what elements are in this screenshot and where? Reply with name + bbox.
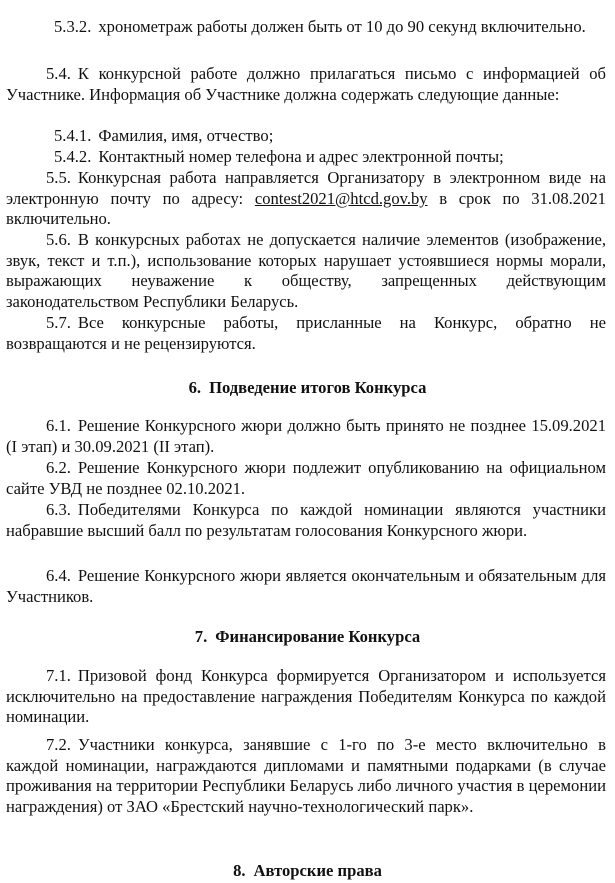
clause-5-3-2 — [6, 17, 606, 38]
section-heading-6 — [0, 378, 615, 398]
clause-number: 5.4.1. — [54, 126, 92, 145]
section-heading-7 — [0, 627, 615, 647]
clause-5-4-1 — [6, 126, 606, 147]
section-number: 7. — [194, 627, 208, 646]
clause-text: Решение Конкурсного жюри должно быть принято не позднее 15.09.2021 (I этап) и 30.09.2021 (II этап). — [6, 416, 606, 456]
clause-5-7 — [6, 313, 606, 354]
clause-number: 5.6. — [46, 230, 71, 249]
clause-text: Решение Конкурсного жюри является окончательным и обязательным для Участников. — [6, 566, 606, 606]
clause-text: хронометраж работы должен быть от 10 до 90 секунд включительно. — [98, 17, 586, 36]
clause-text: Победителями Конкурса по каждой номинации являются участники набравшие высший балл по результатам голосования Конкурсного жюри. — [6, 500, 606, 540]
clause-text: Фамилия, имя, отчество; — [98, 126, 274, 145]
email-link[interactable]: contest2021@htcd.gov.by — [254, 188, 428, 208]
clause-text: В конкурсных работах не допускается наличие элементов (изображение, звук, текст и т.п.), использование которых нарушает устоявшиеся нормы морали, выражающих неуважение к обществу, запрещенных действующим законодательством Республики Беларусь. — [6, 230, 606, 312]
section-title: Авторские права — [253, 861, 382, 880]
clause-number: 5.3.2. — [54, 17, 92, 36]
clause-number: 7.1. — [46, 666, 71, 685]
clause-number: 5.4. — [46, 64, 71, 83]
clause-number: 6.4. — [46, 566, 71, 585]
clause-text: Конкурсная работа направляется Организатору в электронном виде на электронную почту по адресу: — [6, 168, 606, 208]
clause-text: Все конкурсные работы, присланные на Конкурс, обратно не возвращаются и не рецензируются. — [6, 313, 606, 353]
section-number: 8. — [233, 861, 246, 880]
clause-7-1 — [6, 666, 606, 728]
clause-7-2 — [6, 735, 606, 818]
clause-5-5 — [6, 168, 606, 230]
clause-text: Решение Конкурсного жюри подлежит опубликованию на официальном сайте УВД не позднее 02.10.2021. — [6, 458, 606, 498]
clause-5-4 — [6, 64, 606, 105]
clause-5-6 — [6, 230, 606, 313]
clause-number: 6.3. — [46, 500, 71, 519]
clause-6-4 — [6, 566, 606, 607]
clause-text: Призовой фонд Конкурса формируется Организатором и используется исключительно на предоставление награждения Победителям Конкурса по каждой номинации. — [6, 666, 606, 727]
clause-6-3 — [6, 500, 606, 541]
clause-text: Контактный номер телефона и адрес электронной почты; — [98, 147, 504, 166]
clause-6-1 — [6, 416, 606, 457]
section-number: 6. — [188, 378, 202, 397]
section-heading-8 — [0, 861, 615, 881]
clause-number: 5.5. — [46, 168, 71, 187]
clause-6-2 — [6, 458, 606, 499]
clause-number: 6.1. — [46, 416, 71, 435]
clause-number: 6.2. — [46, 458, 71, 477]
section-title: Подведение итогов Конкурса — [209, 378, 427, 397]
clause-text: в срок по 31.08.2021 включительно. — [6, 188, 606, 229]
clause-number: 7.2. — [46, 735, 71, 754]
clause-text: Участники конкурса, занявшие с 1-го по 3-е место включительно в каждой номинации, награждаются дипломами и памятными подарками (в случае проживания на территории Республики Беларусь либо личного участия в церемонии награждения) от ЗАО «Брестский научно-технологический парк». — [6, 735, 606, 817]
clause-number: 5.7. — [46, 313, 71, 332]
clause-text: К конкурсной работе должно прилагаться письмо с информацией об Участнике. Информация об Участнике должна содержать следующие данные: — [6, 64, 606, 104]
clause-number: 5.4.2. — [54, 147, 92, 166]
section-title: Финансирование Конкурса — [215, 627, 421, 646]
clause-5-4-2 — [6, 147, 606, 168]
